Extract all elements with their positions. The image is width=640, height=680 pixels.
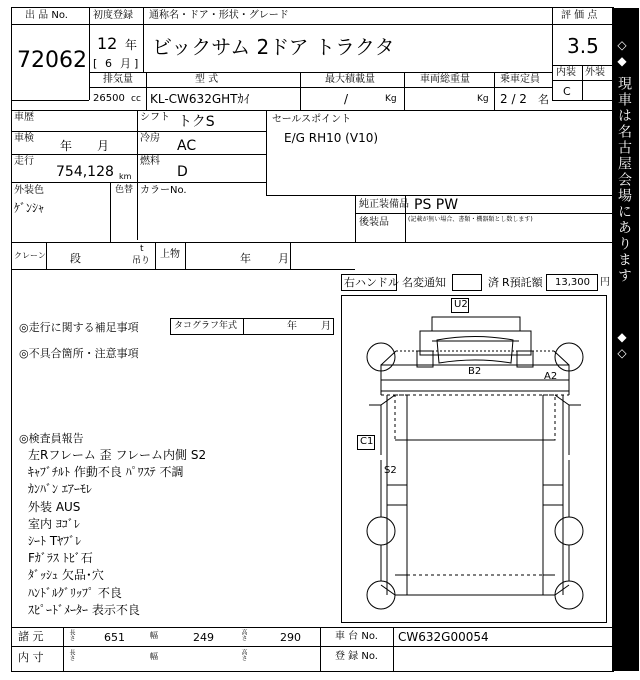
- upper-label: 上物: [160, 249, 180, 260]
- rule: [143, 7, 144, 72]
- damage-mark-c1: C1: [360, 436, 374, 447]
- rule: [11, 100, 89, 101]
- model-code: KL-CW632GHTｶｲ: [150, 92, 250, 106]
- report-line: Fｶﾞﾗｽ ﾄﾋﾞ石: [28, 551, 93, 566]
- length-value: 651: [104, 631, 125, 644]
- inspection-month: 月: [97, 139, 110, 153]
- rule: [320, 627, 321, 672]
- upper-year: 年: [240, 252, 251, 265]
- rule: [300, 72, 301, 110]
- report-line: ｼｰﾄ Tﾔﾌﾞﾚ: [28, 534, 82, 549]
- reg-year-unit: 年: [125, 38, 138, 52]
- interior-label: 内装: [556, 67, 576, 78]
- rule: [11, 242, 355, 243]
- truck-diagram: [341, 295, 607, 623]
- reg-month-unit: 月: [120, 57, 131, 70]
- mileage-label: 走行: [14, 156, 34, 167]
- ext-color-label: 外装色: [14, 185, 44, 196]
- tacho-label: タコグラフ年式: [174, 321, 238, 331]
- inner-width-label: 幅: [150, 652, 158, 661]
- rule: [110, 182, 111, 242]
- rule: [11, 24, 89, 25]
- rule: [89, 72, 552, 73]
- inner-height-label: 高さ: [240, 649, 247, 661]
- fuel-value: D: [177, 164, 188, 180]
- rule: [355, 195, 356, 242]
- recycle-status: 済: [488, 276, 499, 289]
- mileage-unit: km: [119, 172, 132, 181]
- recycle-unit: 円: [600, 277, 610, 288]
- rule: [63, 627, 64, 672]
- report-line: ｷｬﾌﾞﾁﾙﾄ 作動不良 ﾊﾟﾜｽﾃ 不調: [28, 465, 184, 480]
- rule: [11, 627, 613, 628]
- report-line: ﾀﾞｯｼｭ 欠品･穴: [28, 568, 104, 583]
- damage-mark-b2: B2: [468, 366, 482, 377]
- chassis-label: 車 台 No.: [335, 631, 378, 642]
- report-line: ｶﾝﾊﾞﾝ ｴｱｰﾓﾚ: [28, 482, 92, 497]
- inspection-year: 年: [60, 139, 73, 153]
- rule: [552, 80, 613, 81]
- reg-month-close: ]: [134, 57, 139, 70]
- height-label: 高さ: [240, 629, 247, 641]
- mileage-value: 754,128: [56, 164, 114, 180]
- aftermarket-note: (記載が無い場合、書類・機器類とし数します): [408, 216, 533, 223]
- side-banner-text: 現車は名古屋会場にあります: [616, 76, 632, 284]
- sales-point-label: セールスポイント: [272, 114, 352, 125]
- crane-ton: t: [140, 244, 144, 254]
- equipment-value: PS PW: [414, 197, 459, 213]
- exterior-label: 外装: [585, 67, 605, 78]
- rule: [46, 242, 47, 269]
- rule: [290, 242, 291, 269]
- name-change-label: 名変通知: [402, 276, 446, 289]
- inspection-label: 車検: [14, 133, 34, 144]
- length-label: 長さ: [68, 629, 75, 641]
- height-value: 290: [280, 631, 301, 644]
- ext-color-value: ｹﾞﾝｼｬ: [14, 201, 45, 215]
- rule: [552, 100, 613, 101]
- gross-weight-label: 車両総重量: [420, 74, 470, 85]
- rule: [266, 110, 267, 195]
- color-no-label: カラーNo.: [140, 185, 187, 196]
- rule: [155, 242, 156, 269]
- history-label: 車歴: [14, 112, 34, 123]
- grade-label: 評 価 点: [561, 10, 598, 21]
- ac-label: 冷房: [140, 133, 160, 144]
- damage-mark-a2: A2: [544, 371, 558, 382]
- steering-value: 右ハンドル: [344, 276, 399, 289]
- rule: [89, 87, 552, 88]
- width-value: 249: [193, 631, 214, 644]
- crane-hang: 吊り: [132, 256, 151, 266]
- rule: [243, 318, 244, 335]
- displacement-label: 排気量: [103, 74, 133, 85]
- report-line: 外装 AUS: [28, 499, 81, 514]
- ac-value: AC: [177, 138, 197, 154]
- sales-point-value: E/G RH10 (V10): [284, 131, 379, 145]
- capacity-unit: 名: [538, 93, 549, 106]
- recycle-value: 13,300: [555, 277, 590, 288]
- rule: [355, 213, 613, 214]
- upper-month: 月: [278, 252, 289, 265]
- reg-month: 6: [105, 57, 112, 70]
- width-label: 幅: [150, 631, 158, 640]
- rule: [494, 72, 495, 110]
- recycle-label: R預託額: [502, 276, 543, 289]
- damage-mark-u2: U2: [454, 299, 468, 310]
- reg-label: 登 録 No.: [335, 651, 378, 662]
- report-line: ﾊﾝﾄﾞﾙｸﾞﾘｯﾌﾟ 不良: [28, 585, 122, 600]
- interior-grade: C: [563, 85, 571, 98]
- report-line: 室内 ﾖｺﾞﾚ: [28, 516, 80, 531]
- rule: [11, 131, 266, 132]
- rule: [355, 242, 613, 243]
- capacity-label: 乗車定員: [500, 74, 540, 85]
- rule: [404, 72, 405, 110]
- name-change-box: [452, 274, 482, 291]
- rule: [146, 72, 147, 110]
- tacho-month: 月: [321, 321, 331, 332]
- rule: [552, 24, 613, 25]
- crane-label: クレーン: [14, 251, 46, 260]
- fuel-label: 燃料: [140, 156, 160, 167]
- max-load-label: 最大積載量: [325, 74, 375, 85]
- rule: [552, 7, 553, 100]
- tacho-year: 年: [287, 321, 297, 332]
- color-code-label: 色替: [115, 185, 134, 195]
- rule: [11, 269, 355, 270]
- rule: [582, 65, 583, 100]
- rule: [137, 110, 138, 240]
- gross-weight-unit: Kg: [477, 94, 489, 104]
- displacement-unit: cc: [131, 94, 141, 104]
- model-name: ビックサム 2ドア トラクタ: [152, 35, 395, 59]
- displacement-value: 26500: [93, 93, 125, 104]
- report-line: ｽﾋﾟｰﾄﾞﾒｰﾀｰ 表示不良: [28, 602, 140, 617]
- shift-label: シフト: [140, 112, 170, 123]
- rule: [11, 110, 613, 111]
- inner-label: 内 寸: [18, 651, 44, 664]
- first-reg-label: 初度登録: [93, 10, 133, 21]
- capacity-value: 2 / 2: [500, 92, 527, 106]
- rule: [11, 646, 613, 647]
- lot-label: 出 品 No.: [25, 10, 68, 21]
- inspector-report: [28, 447, 206, 619]
- shift-value: トクS: [178, 114, 215, 130]
- reg-year: 12: [97, 34, 118, 53]
- damage-mark-s2: S2: [384, 465, 397, 476]
- overall-score: 3.5: [567, 34, 599, 58]
- reg-month-open: [: [93, 57, 98, 70]
- driving-notes-label: ◎走行に関する補足事項: [19, 321, 139, 334]
- inner-length-label: 長さ: [68, 649, 75, 661]
- lot-number: 72062: [17, 48, 87, 73]
- equipment-label: 純正装備品: [359, 199, 409, 210]
- inspector-label: ◎検査員報告: [19, 432, 84, 445]
- report-line: 左Rフレーム 歪 フレーム内側 S2: [28, 448, 207, 462]
- aftermarket-label: 後装品: [359, 217, 389, 228]
- defects-label: ◎不具合箇所・注意事項: [19, 347, 139, 360]
- side-banner-top: ◇◆: [615, 38, 629, 70]
- dims-label: 諸 元: [18, 630, 44, 643]
- rule: [185, 242, 186, 269]
- chassis-value: CW632G00054: [398, 630, 489, 644]
- crane-stage: 段: [70, 252, 81, 265]
- side-banner-bottom: ◆◇: [615, 330, 629, 362]
- rule: [266, 195, 613, 196]
- max-load-unit: Kg: [385, 94, 397, 104]
- max-load-value: /: [344, 92, 349, 106]
- rule: [89, 24, 552, 25]
- rule: [393, 627, 394, 672]
- rule: [11, 154, 266, 155]
- model-desc-label: 通称名・ドア・形状・グレード: [149, 10, 289, 21]
- rule: [11, 182, 266, 183]
- type-label: 型 式: [195, 74, 219, 85]
